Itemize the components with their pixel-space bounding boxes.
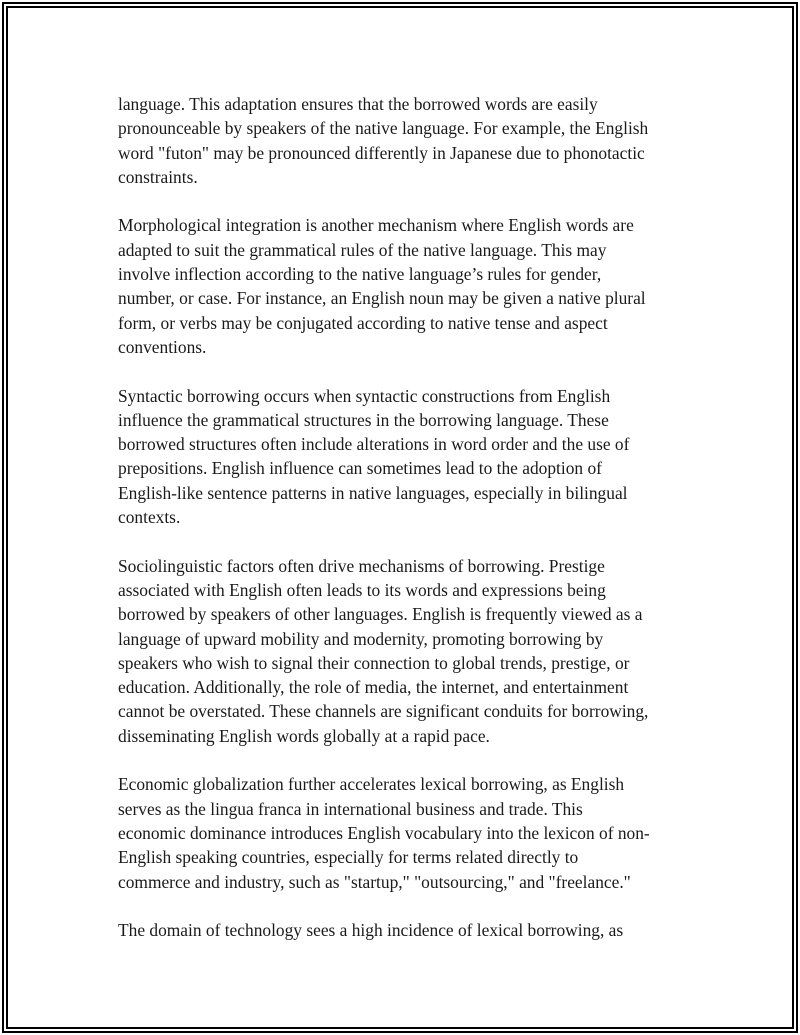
text-line: pronounceable by speakers of the native language. For example, the English (118, 118, 649, 139)
text-line: economic dominance introduces English vocabulary into the lexicon of non- (118, 822, 650, 843)
text-line: borrowed structures often include alterations in word order and the use of (118, 434, 630, 455)
text-line: involve inflection according to the native language’s rules for gender, (118, 264, 602, 285)
text-line: influence the grammatical structures in the borrowing language. These (118, 409, 609, 430)
text-line: conventions. (118, 336, 207, 357)
paragraph-morphological-integration (118, 213, 684, 359)
text-line: Sociolinguistic factors often drive mechanisms of borrowing. Prestige (118, 555, 605, 576)
paragraph-technology (118, 918, 684, 942)
paragraph-sociolinguistic-factors (118, 554, 684, 748)
text-line: English-like sentence patterns in native languages, especially in bilingual (118, 482, 628, 503)
text-line: The domain of technology sees a high incidence of lexical borrowing, as (118, 920, 624, 941)
text-line: associated with English often leads to its words and expressions being (118, 579, 606, 600)
text-line: borrowed by speakers of other languages. English is frequently viewed as a (118, 604, 643, 625)
text-line: education. Additionally, the role of media, the internet, and entertainment (118, 677, 629, 698)
text-line: commerce and industry, such as "startup," "outsourcing," and "freelance." (118, 871, 631, 892)
text-line: English speaking countries, especially for terms related directly to (118, 847, 579, 868)
text-line: adapted to suit the grammatical rules of the native language. This may (118, 239, 607, 260)
paragraph-syntactic-borrowing (118, 384, 684, 530)
text-line: Syntactic borrowing occurs when syntactic constructions from English (118, 385, 611, 406)
text-line: prepositions. English influence can sometimes lead to the adoption of (118, 458, 602, 479)
text-line: language. This adaptation ensures that the borrowed words are easily (118, 94, 598, 114)
paragraph-economic-globalization (118, 772, 684, 893)
text-line: number, or case. For instance, an English noun may be given a native plural (118, 288, 646, 309)
text-line: word "futon" may be pronounced differently in Japanese due to phonotactic (118, 142, 645, 163)
text-line: constraints. (118, 166, 198, 187)
text-line: language of upward mobility and modernity, promoting borrowing by (118, 628, 604, 649)
text-line: Morphological integration is another mechanism where English words are (118, 215, 634, 236)
paragraph-phonological-adaptation (118, 92, 684, 189)
document-body (118, 92, 684, 967)
text-line: contexts. (118, 507, 181, 528)
text-line: cannot be overstated. These channels are significant conduits for borrowing, (118, 701, 649, 722)
text-line: disseminating English words globally at a rapid pace. (118, 725, 490, 746)
text-line: speakers who wish to signal their connection to global trends, prestige, or (118, 652, 630, 673)
text-line: form, or verbs may be conjugated according to native tense and aspect (118, 312, 608, 333)
text-line: Economic globalization further accelerates lexical borrowing, as English (118, 774, 625, 795)
text-line: serves as the lingua franca in international business and trade. This (118, 798, 583, 819)
